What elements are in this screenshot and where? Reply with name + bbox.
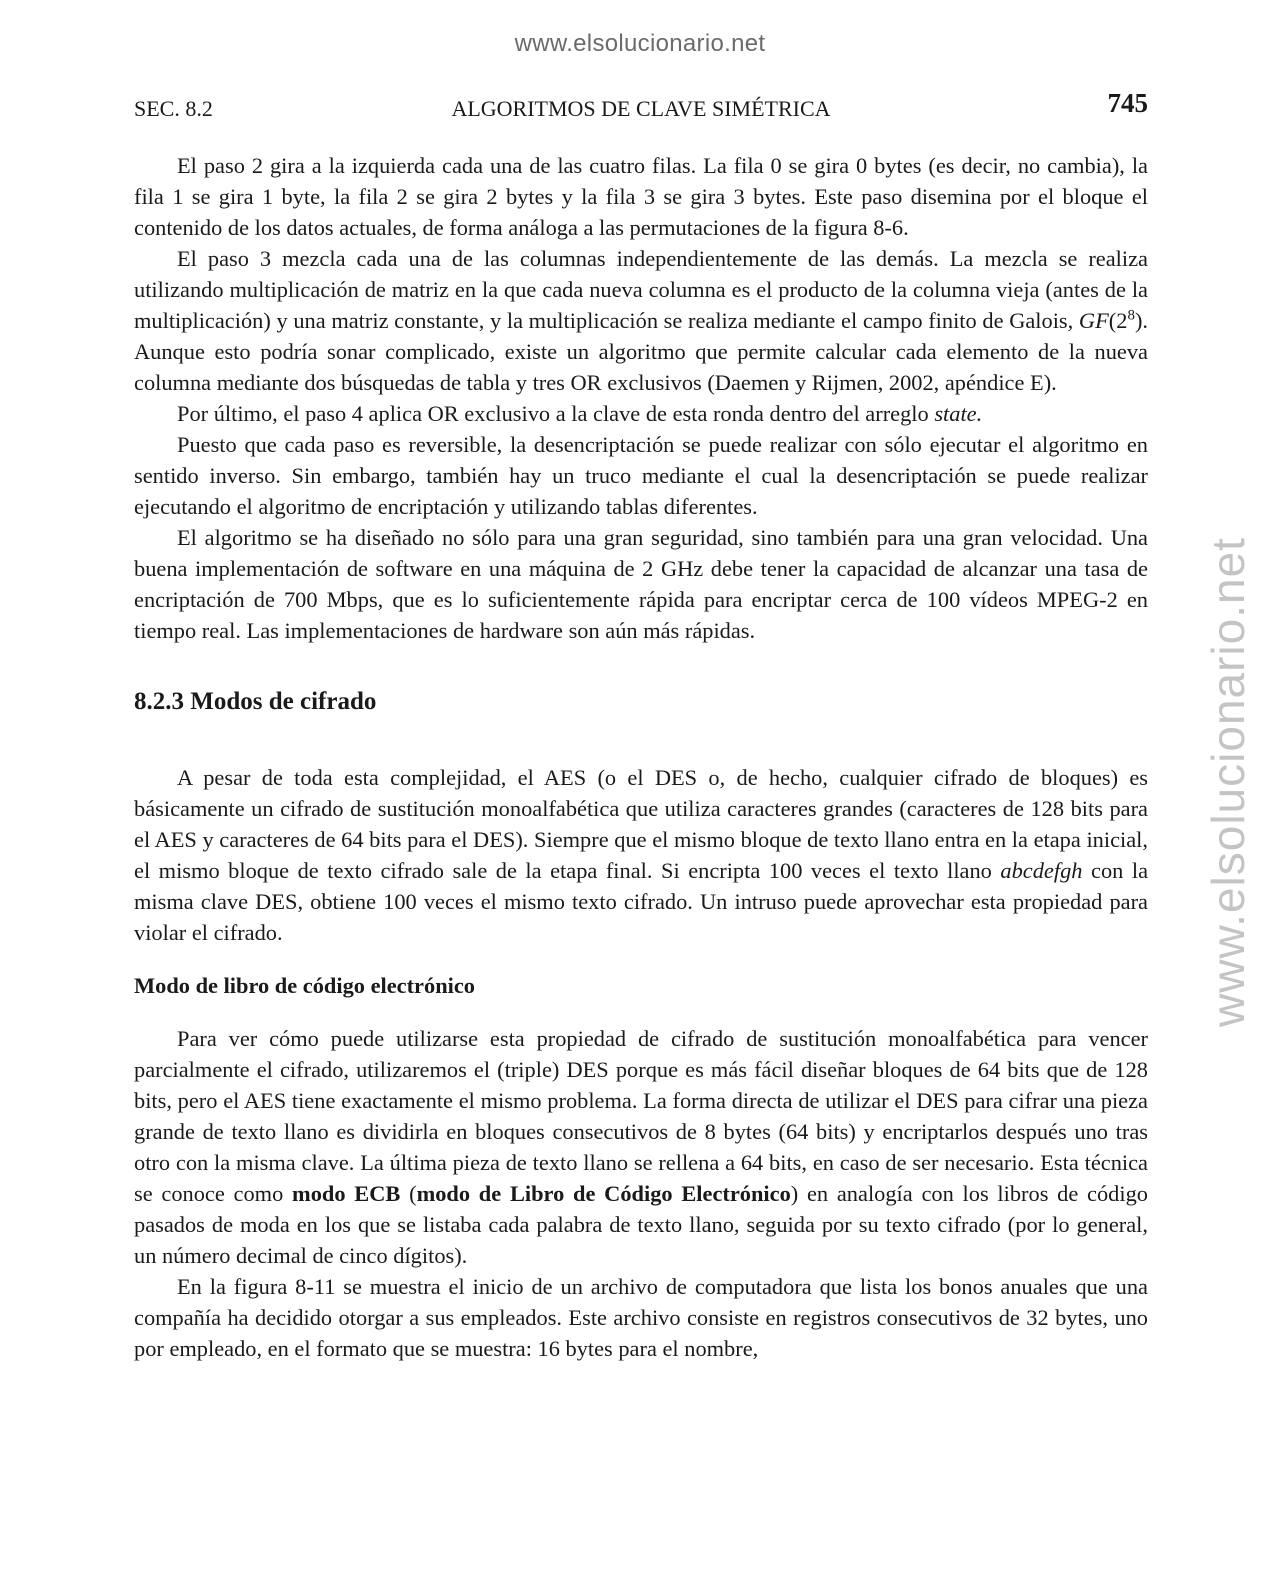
page-number: 745 [1107,88,1148,118]
section-heading: 8.2.3 Modos de cifrado [134,688,377,715]
paragraph: El paso 3 mezcla cada una de las columnas independientemente de las demás. La mezcla se realiza utilizando multiplicación de matriz en la que cada nueva columna es el producto de la columna vieja (antes de la multiplicación) y una matriz constante, y la multiplicación se realiza mediante el campo finito de Galois, $GF(2^8)$. Aunque esto podría sonar complicado, existe un algoritmo que permite calcular cada elemento de la nueva columna mediante dos búsquedas de tabla y tres OR exclusivos (Daemen y Rijmen, 2002, apéndice E). [134,246,1148,395]
paragraph: Por último, el paso 4 aplica OR exclusivo a la clave de esta ronda dentro del arreglo state. [177,401,983,426]
watermark-url-side: www.elsolucionario.net [1202,537,1254,1027]
paragraph: El algoritmo se ha diseñado no sólo para una gran seguridad, sino también para una gran velocidad. Una buena implementación de software en una máquina de 2 GHz debe tener la capacidad de alcanzar una tasa de encriptación de 700 Mbps, que es lo suficientemente rápida para encriptar cerca de 100 vídeos MPEG-2 en tiempo real. Las implementaciones de hardware son aún más rápidas. [134,525,1148,643]
page-body [134,150,1148,1364]
running-header [134,88,1148,128]
paragraph: En la figura 8-11 se muestra el inicio de un archivo de computadora que lista los bonos anuales que una compañía ha decidido otorgar a sus empleados. Este archivo consiste en registros consecutivos de 32 bytes, uno por empleado, en el formato que se muestra: 16 bytes para el nombre, [134,1274,1148,1361]
paragraph: Para ver cómo puede utilizarse esta propiedad de cifrado de sustitución monoalfabética para vencer parcialmente el cifrado, utilizaremos el (triple) DES porque es más fácil diseñar bloques de 64 bits que de 128 bits, pero el AES tiene exactamente el mismo problema. La forma directa de utilizar el DES para cifrar una pieza grande de texto llano es dividirla en bloques consecutivos de 8 bytes (64 bits) y encriptarlos después uno tras otro con la misma clave. La última pieza de texto llano se rellena a 64 bits, en caso de ser necesario. Esta técnica se conoce como modo ECB (modo de Libro de Código Electrónico) en analogía con los libros de código pasados de moda en los que se listaba cada palabra de texto llano, seguida por su texto cifrado (por lo general, un número decimal de cinco dígitos). [134,1026,1148,1268]
paragraph: Puesto que cada paso es reversible, la desencriptación se puede realizar con sólo ejecutar el algoritmo en sentido inverso. Sin embargo, también hay un truco mediante el cual la desencriptación se puede realizar ejecutando el algoritmo de encriptación y utilizando tablas diferentes. [134,432,1148,519]
header-section: SEC. 8.2 [134,96,213,121]
subsection-heading: Modo de libro de código electrónico [134,973,475,998]
paragraph: A pesar de toda esta complejidad, el AES (o el DES o, de hecho, cualquier cifrado de bloques) es básicamente un cifrado de sustitución monoalfabética que utiliza caracteres grandes (caracteres de 128 bits para el AES y caracteres de 64 bits para el DES). Siempre que el mismo bloque de texto llano entra en la etapa inicial, el mismo bloque de texto cifrado sale de la etapa final. Si encripta 100 veces el texto llano abcdefgh con la misma clave DES, obtiene 100 veces el mismo texto cifrado. Un intruso puede aprovechar esta propiedad para violar el cifrado. [134,765,1149,945]
watermark-url-top: www.elsolucionario.net [514,30,766,57]
paragraph: El paso 2 gira a la izquierda cada una de las cuatro filas. La fila 0 se gira 0 bytes (es decir, no cambia), la fila 1 se gira 1 byte, la fila 2 se gira 2 bytes y la fila 3 se gira 3 bytes. Este paso disemina por el bloque el contenido de los datos actuales, de forma análoga a las permutaciones de la figura 8-6. [134,153,1148,240]
header-title: ALGORITMOS DE CLAVE SIMÉTRICA [451,96,831,121]
